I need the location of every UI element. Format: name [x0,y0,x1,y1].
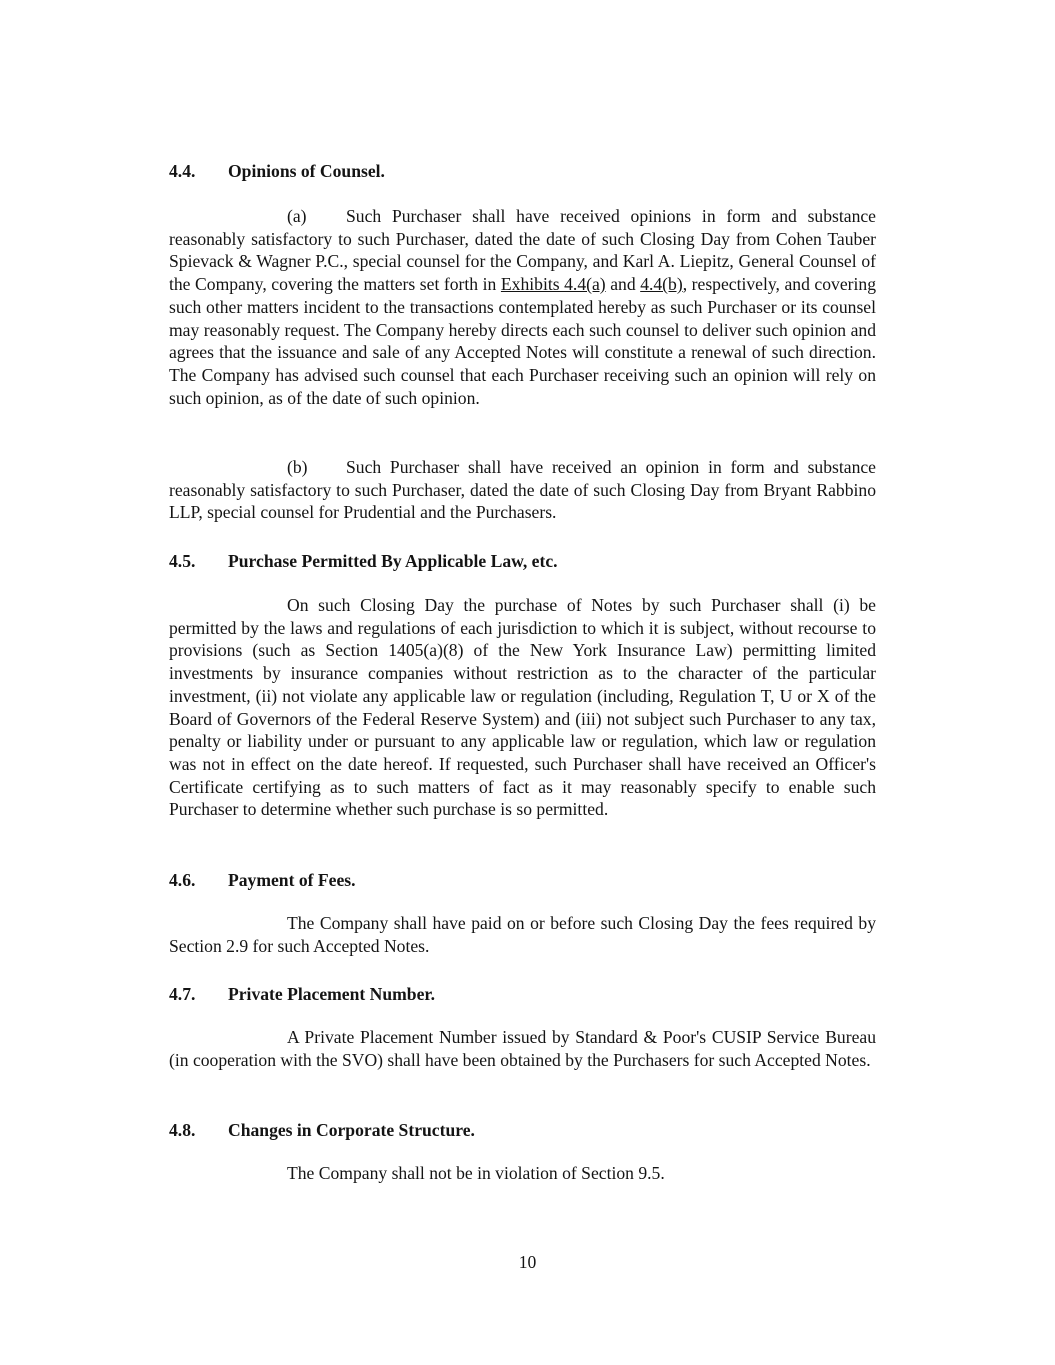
section-heading-4-7 [169,983,435,1006]
section-number: 4.6. [169,870,196,890]
section-number: 4.4. [169,161,196,181]
section-number: 4.8. [169,1120,196,1140]
paragraph-text: and [605,274,641,295]
paragraph-text: , respectively, and covering such other matters incident to the transactions contemplated hereby as such Purchaser or its counsel may reasonably request. The Company hereby directs each such counsel to deliver such opinion and agrees that the issuance and sale of any Accepted Notes will constitute a renewal of such direction. The Company has advised such counsel that each Purchaser receiving such an opinion will rely on such opinion, as of the date of such opinion. [169,274,876,408]
section-title: Purchase Permitted By Applicable Law, etc. [228,551,558,571]
paragraph-4-6 [169,912,876,957]
section-heading-4-5 [169,550,558,573]
section-title: Payment of Fees. [228,870,356,890]
exhibit-reference: Exhibits 4.4(a) [500,274,606,295]
section-title: Private Placement Number. [228,984,435,1004]
page-number: 10 [518,1252,537,1272]
exhibit-reference: 4.4(b) [640,274,683,295]
section-number: 4.7. [169,984,196,1004]
section-heading-4-8 [169,1119,475,1142]
section-number: 4.5. [169,551,196,571]
paragraph-text: On such Closing Day the purchase of Notes by such Purchaser shall (i) be permitted by the laws and regulations of each jurisdiction to which it is subject, without recourse to provisions (such as Section 1405(a)(8) of the New York Insurance Law) permitting limited investments by insurance companies without restriction as to the character of the particular investment, (ii) not violate any applicable law or regulation (including, Regulation T, U or X of the Board of Governors of the Federal Reserve System) and (iii) not subject such Purchaser to any tax, penalty or liability under or pursuant to any applicable law or regulation, which law or regulation was not in effect on the date hereof. If requested, such Purchaser shall have received an Officer's Certificate certifying as to such matters of fact as it may reasonably specify to enable such Purchaser to determine whether such purchase is so permitted. [169,595,876,820]
paragraph-text: Such Purchaser shall have received an opinion in form and substance reasonably satisfactory to such Purchaser, dated the date of such Closing Day from Bryant Rabbino LLP, special counsel for Prudential and the Purchasers. [169,457,876,523]
section-title: Changes in Corporate Structure. [228,1120,475,1140]
paragraph-label: (b) [287,457,308,477]
paragraph-label: (a) [287,206,307,226]
paragraph-4-4-a [169,205,876,409]
section-heading-4-6 [169,869,356,892]
paragraph-text: Such Purchaser shall have received opinions in form and substance reasonably satisfactory to such Purchaser, dated the date of such Closing Day from Cohen Tauber Spievack & Wagner P.C., special counsel for the Company, and Karl A. Liepitz, General Counsel of the Company, covering the matters set forth in [169,206,876,295]
paragraph-text: The Company shall not be in violation of Section 9.5. [287,1163,665,1183]
section-title: Opinions of Counsel. [228,161,385,181]
paragraph-4-7 [169,1026,876,1071]
paragraph-text: The Company shall have paid on or before such Closing Day the fees required by Section 2.9 for such Accepted Notes. [169,913,876,956]
paragraph-4-5 [169,594,876,821]
paragraph-text: A Private Placement Number issued by Standard & Poor's CUSIP Service Bureau (in cooperation with the SVO) shall have been obtained by the Purchasers for such Accepted Notes. [169,1027,876,1070]
section-heading-4-4 [169,160,385,183]
paragraph-4-4-b [169,456,876,524]
paragraph-4-8 [169,1162,876,1185]
